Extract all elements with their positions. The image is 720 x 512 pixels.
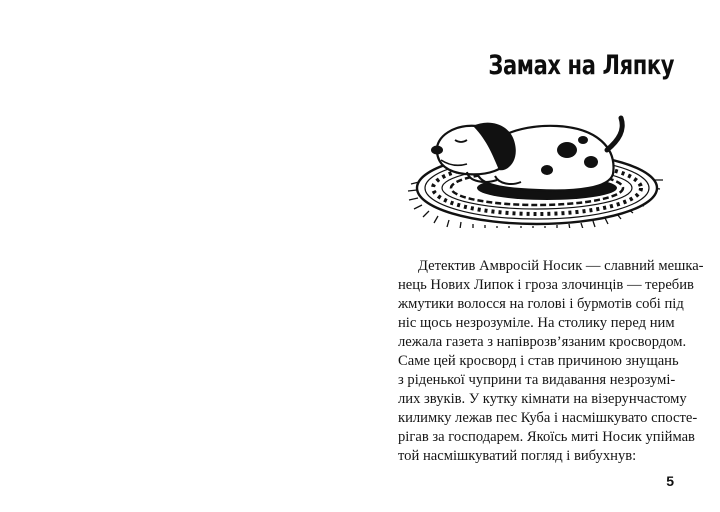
page-number: 5 [666,473,674,489]
text-line: лежала газета з напіврозв’язаним кросвордом. [398,334,687,350]
text-line: той насмішкуватий погляд і вибухнув: [398,448,637,464]
text-line: рігав за господарем. Якоїсь миті Носик упіймав [398,429,695,445]
sleeping-dog-on-rug-icon [407,110,671,228]
text-line: нець Нових Липок і гроза злочинців — теребив [398,277,694,293]
text-line: жмутики волосся на голові і бурмотів собі під [398,296,684,312]
text-line: Саме цей кросворд і став причиною знущань [398,353,679,369]
text-line: килимку лежав пес Куба і насмішкувато спосте- [398,410,698,426]
chapter-body-text [398,257,704,466]
text-line: лих звуків. У кутку кімнати на візерунчастому [398,391,687,407]
text-line: з ріденької чуприни та видавання незрозумі- [398,372,676,388]
chapter-title: Замах на Ляпку [488,50,674,81]
text-line: ніс щось незрозуміле. На столику перед ним [398,315,675,331]
text-line: Детектив Амвросій Носик — славний мешка- [418,258,704,274]
right-page [360,0,720,512]
